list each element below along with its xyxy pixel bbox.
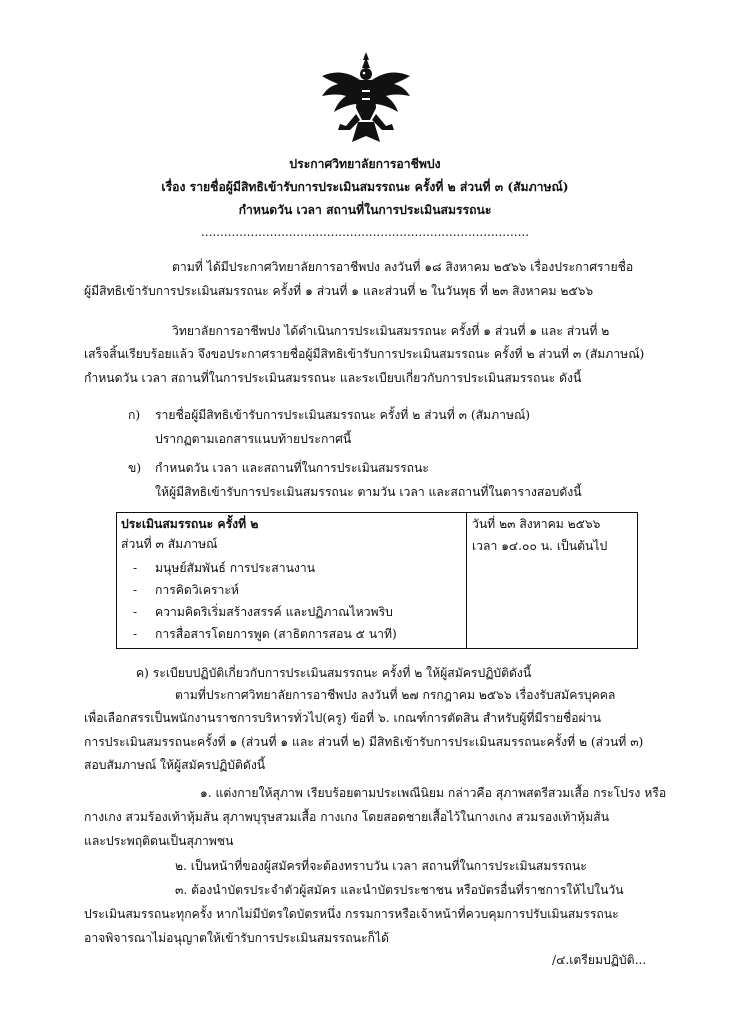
item-a-line2: ปรากฏตามเอกสารแนบท้ายประกาศนี้ xyxy=(155,432,352,446)
item-a-marker: ก) xyxy=(128,408,141,422)
para2-line1: วิทยาลัยการอาชีพปง ได้ดำเนินการประเมินสมรรถนะ ครั้งที่ ๑ ส่วนที่ ๑ และ ส่วนที่ ๒ xyxy=(172,324,610,338)
item-b-marker: ข) xyxy=(128,461,142,475)
rules-intro-line4: สอบสัมภาษณ์ ให้ผู้สมัครปฏิบัติดังนี้ xyxy=(84,758,266,772)
garuda-emblem xyxy=(318,50,414,150)
topic-bullet: - xyxy=(133,605,138,619)
table-divider xyxy=(466,513,467,648)
rules-intro-line1: ตามที่ประกาศวิทยาลัยการอาชีพปง ลงวันที่ ๒๗ กรกฎาคม ๒๕๖๖ เรื่องรับสมัครบุคคล xyxy=(175,688,616,702)
topic-item: การคิดวิเคราะห์ xyxy=(155,583,239,597)
schedule-table xyxy=(116,512,638,649)
schedule-date: วันที่ ๒๓ สิงหาคม ๒๕๖๖ xyxy=(472,517,601,531)
rule1-line2: กางเกง สวมร้องเท้าหุ้มส้น สุภาพบุรุษสวมเสื้อ กางเกง โดยสอดชายเสื้อไว้ในกางเกง สวมรองเท้าหุ้มส้น xyxy=(84,810,610,824)
rule3-line3: อาจพิจารณาไม่อนุญาตให้เข้ารับการประเมินสมรรถนะก็ได้ xyxy=(84,931,389,945)
topic-bullet: - xyxy=(133,561,138,575)
rules-heading: ค) ระเบียบปฏิบัติเกี่ยวกับการประเมินสมรรถนะ ครั้งที่ ๒ ให้ผู้สมัครปฏิบัติดังนี้ xyxy=(136,666,532,680)
agency-title: ประกาศวิทยาลัยการอาชีพปง xyxy=(289,157,441,171)
topic-bullet: - xyxy=(133,583,138,597)
separator-dots: ...................................................................................... xyxy=(200,225,530,239)
rules-intro-line2: เพื่อเลือกสรรเป็นพนักงานราชการบริหารทั่วไป(ครู) ข้อที่ ๖. เกณฑ์การตัดสิน สำหรับผู้ที่มีรายชื่อผ่าน xyxy=(84,711,601,725)
topic-item: การสื่อสารโดยการพูด (สาธิตการสอน ๕ นาที) xyxy=(155,627,397,641)
table-title: ประเมินสมรรถนะ ครั้งที่ ๒ xyxy=(121,517,259,531)
rule3-line2: ประเมินสมรรถนะทุกครั้ง หากไม่มีบัตรใดบัตรหนึ่ง กรรมการหรือเจ้าหน้าที่ควบคุมการปรับเมินสมรรถนะ xyxy=(84,907,619,921)
continuation-note: /๔.เตรียมปฏิบัติ... xyxy=(552,953,647,967)
topic-item: ความคิดริเริ่มสร้างสรรค์ และปฏิภาณไหวพริบ xyxy=(155,605,393,619)
subtitle-line: กำหนดวัน เวลา สถานที่ในการประเมินสมรรถนะ xyxy=(238,203,492,217)
subject-line: เรื่อง รายชื่อผู้มีสิทธิเข้ารับการประเมินสมรรถนะ ครั้งที่ ๒ ส่วนที่ ๓ (สัมภาษณ์) xyxy=(161,180,569,194)
rule2-line1: ๒. เป็นหน้าที่ของผู้สมัครที่จะต้องทราบวัน เวลา สถานที่ในการประเมินสมรรถนะ xyxy=(175,859,587,873)
rules-intro-line3: การประเมินสมรรถนะครั้งที่ ๑ (ส่วนที่ ๑ และ ส่วนที่ ๒) มีสิทธิเข้ารับการประเมินสมรรถนะครั้งที่ ๒ (ส่วนที่ ๓) xyxy=(84,735,644,749)
rule1-line3: และประพฤติตนเป็นสุภาพชน xyxy=(84,834,234,848)
rule3-line1: ๓. ต้องนำบัตรประจำตัวผู้สมัคร และนำบัตรประชาชน หรือบัตรอื่นที่ราชการให้ไปในวัน xyxy=(175,883,624,897)
para1-line2: ผู้มีสิทธิเข้ารับการประเมินสมรรถนะ ครั้งที่ ๑ ส่วนที่ ๑ และส่วนที่ ๒ ในวันพุธ ที่ ๒๓ สิงหาคม ๒๕๖๖ xyxy=(84,284,594,298)
para1-line1: ตามที่ ได้มีประกาศวิทยาลัยการอาชีพปง ลงวันที่ ๑๘ สิงหาคม ๒๕๖๖ เรื่องประกาศรายชื่อ xyxy=(172,260,634,274)
schedule-time: เวลา ๑๔.๐๐ น. เป็นต้นไป xyxy=(472,539,608,553)
item-a-line1: รายชื่อผู้มีสิทธิเข้ารับการประเมินสมรรถนะ ครั้งที่ ๒ ส่วนที่ ๓ (สัมภาษณ์) xyxy=(155,408,531,422)
item-b-line2: ให้ผู้มีสิทธิเข้ารับการประเมินสมรรถนะ ตามวัน เวลา และสถานที่ในตารางสอบดังนี้ xyxy=(155,485,582,499)
topic-item: มนุษย์สัมพันธ์ การประสานงาน xyxy=(155,561,316,575)
para2-line2: เสร็จสิ้นเรียบร้อยแล้ว จึงขอประกาศรายชื่อผู้มีสิทธิเข้ารับการประเมินสมรรถนะ ครั้งที่ ๒ ส่วนที่ ๓ (สัมภาษณ์) xyxy=(84,347,645,361)
topic-bullet: - xyxy=(133,627,138,641)
para2-line3: กำหนดวัน เวลา สถานที่ในการประเมินสมรรถนะ และระเบียบเกี่ยวกับการประเมินสมรรถนะ ดังนี้ xyxy=(84,371,582,385)
table-part: ส่วนที่ ๓ สัมภาษณ์ xyxy=(121,537,218,551)
rule1-line1: ๑. แต่งกายให้สุภาพ เรียบร้อยตามประเพณีนิยม กล่าวคือ สุภาพสตรีสวมเสื้อ กระโปรง หรือ xyxy=(200,786,667,800)
item-b-line1: กำหนดวัน เวลา และสถานที่ในการประเมินสมรรถนะ xyxy=(155,461,429,475)
